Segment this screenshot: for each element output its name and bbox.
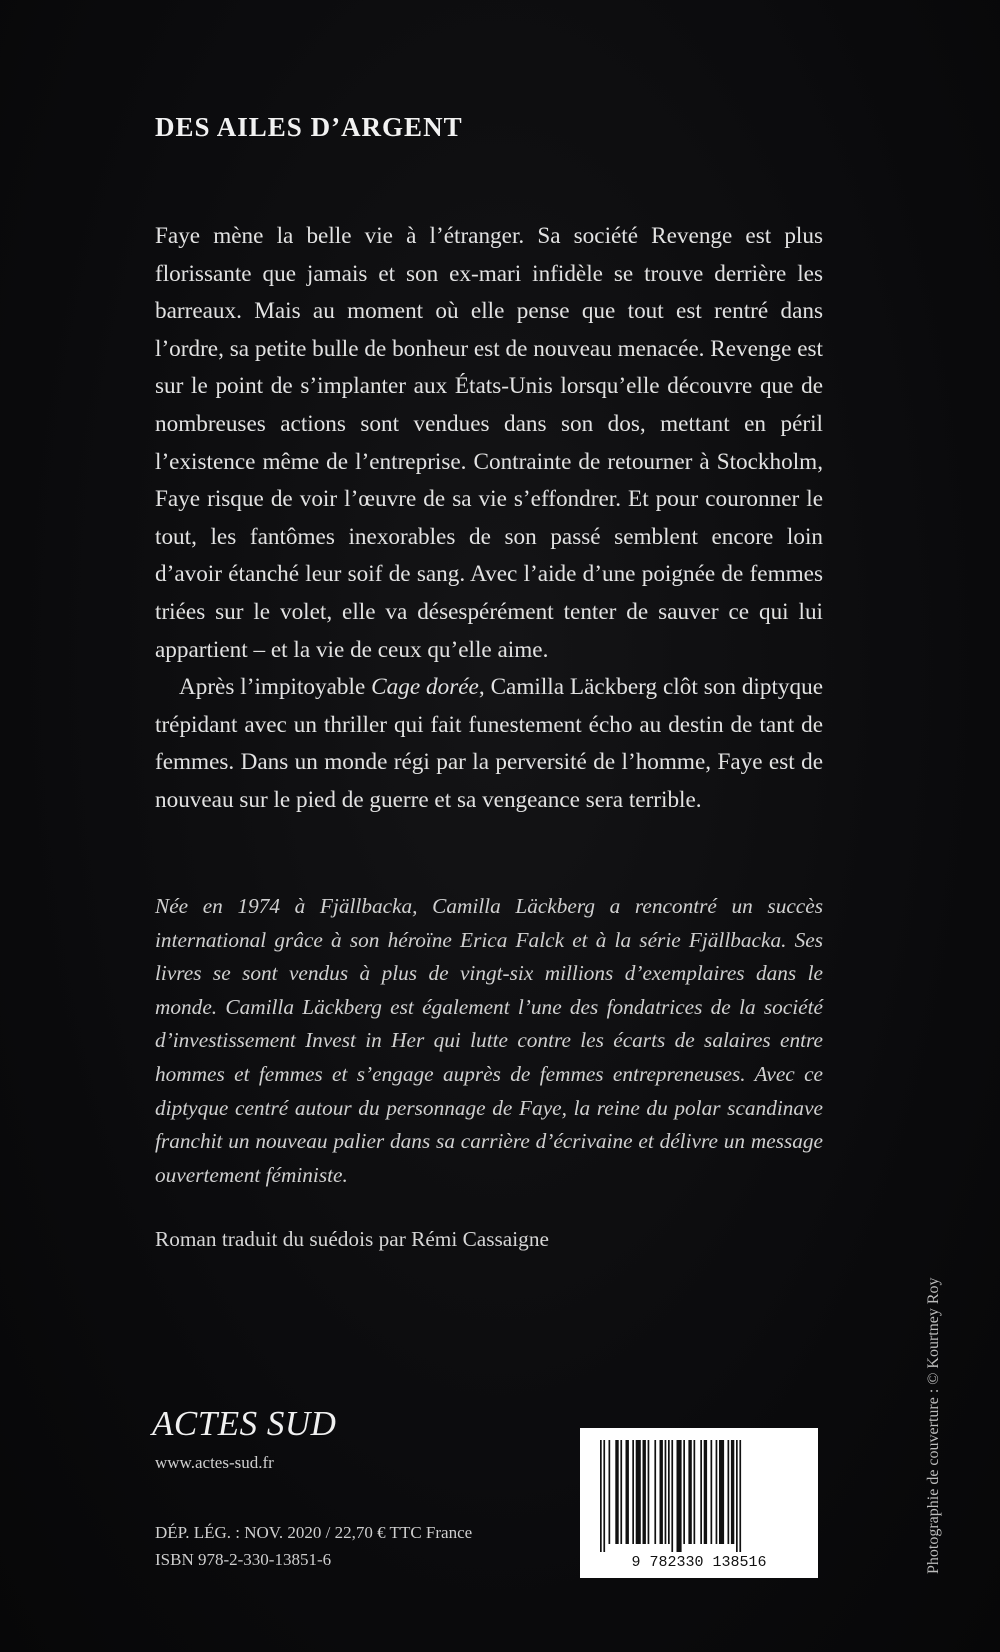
- barcode: [580, 1428, 818, 1578]
- barcode-bar: [620, 1440, 622, 1544]
- barcode-bar: [665, 1440, 667, 1544]
- barcode-bar: [654, 1440, 656, 1544]
- barcode-bar: [704, 1440, 707, 1544]
- barcode-bar: [636, 1440, 641, 1544]
- barcode-bar: [688, 1440, 691, 1544]
- book-title: DES AILES D’ARGENT: [155, 112, 463, 142]
- barcode-bar: [716, 1440, 718, 1544]
- barcode-bar: [632, 1440, 634, 1544]
- legal-info: [155, 1519, 472, 1573]
- barcode-bar: [728, 1440, 730, 1544]
- blurb: [155, 218, 823, 820]
- barcode-bar: [683, 1440, 685, 1544]
- barcode-bar: [648, 1440, 650, 1544]
- barcode-graphic: [592, 1438, 806, 1572]
- previous-book-title: Cage dorée: [371, 674, 479, 701]
- barcode-bar: [739, 1440, 741, 1552]
- barcode-bar: [694, 1440, 696, 1544]
- barcode-bar: [603, 1440, 605, 1552]
- barcode-bar: [660, 1440, 663, 1544]
- barcode-bar: [711, 1440, 713, 1544]
- barcode-bar: [736, 1440, 738, 1552]
- legal-deposit: DÉP. LÉG. : NOV. 2020 / 22,70 € TTC France: [155, 1523, 473, 1542]
- barcode-bar: [615, 1440, 618, 1544]
- blurb-p2-end: , Camilla Läckberg clôt son diptyque trépidant avec un thriller qui fait funestement écho au destin de tant de femmes. Dans un monde régi par la perversité de l’homme, Faye est de nouveau sur le pied de guerre et sa vengeance sera terrible.: [155, 674, 823, 813]
- translator-credit: Roman traduit du suédois par Rémi Cassaigne: [155, 1227, 549, 1251]
- barcode-bar: [626, 1440, 629, 1544]
- barcode-bar: [671, 1440, 673, 1552]
- blurb-paragraph-2: [155, 669, 823, 819]
- publisher-logo: ACTES SUD: [152, 1404, 337, 1443]
- author-bio: Née en 1974 à Fjällbacka, Camilla Läckberg a rencontré un succès international grâce à son héroïne Erica Falck et à la série Fjällbacka. Ses livres se sont vendus à plus de vingt-six millions d’exemplaires dans le monde. Camilla Läckberg est également l’une des fondatrices de la société d’investissement Invest in Her qui lutte contre les écarts de salaires entre hommes et femmes et s’engage auprès de femmes entrepreneuses. Avec ce diptyque centré autour du personnage de Faye, la reine du polar scandinave franchit un nouveau palier dans sa carrière d’écrivaine et délivre un message ouvertement féministe.: [155, 894, 823, 1187]
- blurb-paragraph-1: Faye mène la belle vie à l’étranger. Sa société Revenge est plus florissante que jamais et son ex-mari infidèle se trouve derrière les barreaux. Mais au moment où elle pense que tout est rentré dans l’ordre, sa petite bulle de bonheur est de nouveau menacée. Revenge est sur le point de s’implanter aux États-Unis lorsqu’elle découvre que de nombreuses actions sont vendues dans son dos, mettant en péril l’existence même de l’entreprise. Contrainte de retourner à Stockholm, Faye risque de voir l’œuvre de sa vie s’effondrer. Et pour couronner le tout, les fantômes inexorables de son passé semblent encore loin d’avoir étanché leur soif de sang. Avec l’aide d’une poignée de femmes triées sur le volet, elle va désespérément tenter de sauver ce qui lui appartient – et la vie de ceux qu’elle aime.: [155, 223, 823, 663]
- barcode-bar: [668, 1440, 670, 1544]
- publisher-website: www.actes-sud.fr: [155, 1453, 274, 1472]
- blurb-p2-start: Après l’impitoyable: [179, 674, 372, 701]
- barcode-bar: [700, 1440, 702, 1544]
- barcode-bar: [719, 1440, 724, 1544]
- barcode-bar: [677, 1440, 682, 1552]
- barcode-bar: [643, 1440, 646, 1544]
- photo-credit: Photographie de couverture : © Kourtney Roy: [925, 1277, 942, 1574]
- barcode-digits: 9 782330 138516: [631, 1554, 767, 1571]
- barcode-bar: [600, 1440, 602, 1552]
- isbn: ISBN 978-2-330-13851-6: [155, 1550, 332, 1569]
- barcode-bar: [731, 1440, 734, 1544]
- barcode-bar: [609, 1440, 611, 1544]
